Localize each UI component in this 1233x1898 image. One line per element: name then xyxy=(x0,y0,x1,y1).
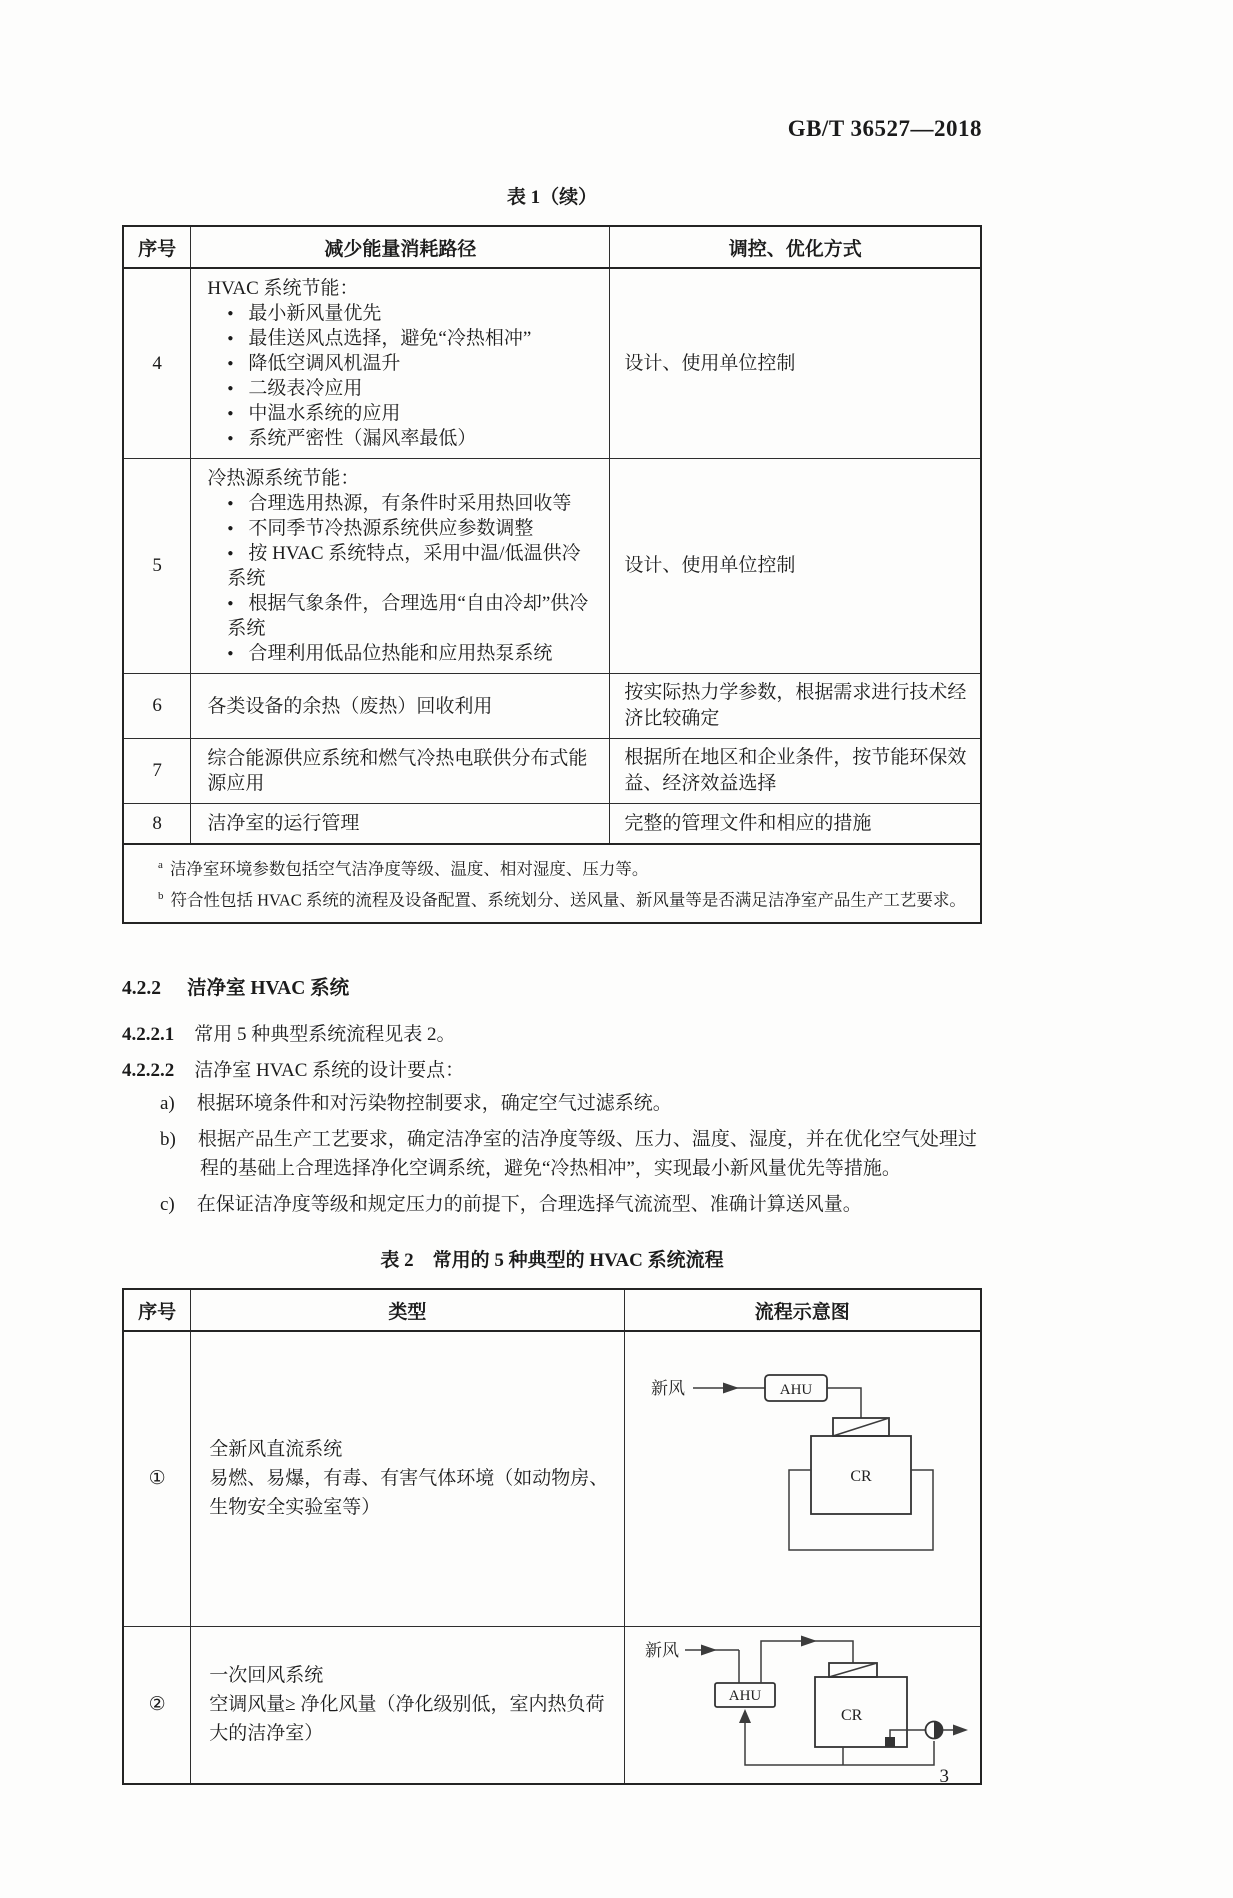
system-type-desc: 易燃、易爆，有毒、有害气体环境（如动物房、生物安全实验室等） xyxy=(209,1468,609,1519)
row-no: 6 xyxy=(123,674,191,739)
path-bullet-item: ● 最佳送风点选择，避免“冷热相冲” xyxy=(227,326,599,351)
path-bullet-item: ● 中温水系统的应用 xyxy=(227,401,599,426)
row-path xyxy=(191,268,610,459)
row-path xyxy=(191,459,610,674)
row-control: 按实际热力学参数，根据需求进行技术经济比较确定 xyxy=(610,674,981,739)
table2-title: 表 2 常用的 5 种典型的 HVAC 系统流程 xyxy=(380,1250,724,1271)
page-number: 3 xyxy=(939,1766,949,1787)
path-bullet-item: ● 最小新风量优先 xyxy=(227,301,599,326)
footnote-b xyxy=(158,883,966,914)
return-arrow-icon xyxy=(739,1709,751,1723)
row-no: ② xyxy=(123,1626,191,1784)
footnote-a xyxy=(158,852,966,883)
table2 xyxy=(122,1288,982,1785)
row-no: ① xyxy=(123,1331,191,1626)
path-bullet-item: ● 降低空调风机温升 xyxy=(227,351,599,376)
path-bullet-item: ● 合理选用热源，有条件时采用热回收等 xyxy=(227,491,599,516)
exhaust-arrow-icon xyxy=(953,1724,968,1735)
table2-col-no: 序号 xyxy=(123,1289,191,1331)
section-4-2-2-heading xyxy=(122,972,982,1000)
table1-header-row xyxy=(123,226,981,268)
path-bullet-item: ● 根据气象条件，合理选用“自由冷却”供冷系统 xyxy=(227,591,599,641)
design-point-b xyxy=(122,1125,982,1183)
footnote-marker: a xyxy=(158,859,163,871)
fresh-air-label: 新风 xyxy=(645,1640,680,1660)
table1-row-5 xyxy=(123,459,981,674)
hepa-filter-icon xyxy=(833,1418,889,1436)
table1-col-no: 序号 xyxy=(123,226,191,268)
section-title: 洁净室 HVAC 系统 xyxy=(187,978,350,999)
table1-title: 表 1（续） xyxy=(506,187,598,208)
row-path: 综合能源供应系统和燃气冷热电联供分布式能源应用 xyxy=(191,739,610,804)
path-bullet-item: ● 二级表冷应用 xyxy=(227,376,599,401)
footnote-text: 符合性包括 HVAC 系统的流程及设备配置、系统划分、送风量、新风量等是否满足洁净室产品生产工艺要求。 xyxy=(170,890,966,909)
ahu-label: AHU xyxy=(780,1381,813,1398)
table2-col-type: 类型 xyxy=(191,1289,624,1331)
path-bullet-item: ● 不同季节冷热源系统供应参数调整 xyxy=(227,516,599,541)
footnote-text: 洁净室环境参数包括空气洁净度等级、温度、相对湿度、压力等。 xyxy=(169,859,649,879)
section-4-2-2-1 xyxy=(122,1019,982,1046)
primary-return-air-diagram xyxy=(635,1627,969,1777)
table1 xyxy=(122,225,982,924)
table2-col-diagram: 流程示意图 xyxy=(624,1289,981,1331)
cr-label: CR xyxy=(850,1467,872,1485)
design-point-a xyxy=(122,1089,982,1118)
table2-row-1 xyxy=(123,1331,981,1626)
table1-footnotes-cell xyxy=(123,844,981,923)
path-bullet-list xyxy=(227,301,599,451)
section-number: 4.2.2 xyxy=(122,978,161,999)
table1-footnotes-row xyxy=(123,844,981,923)
ahu-label: AHU xyxy=(729,1687,762,1704)
page-content xyxy=(122,182,982,1785)
row-type xyxy=(191,1626,624,1784)
row-control: 设计、使用单位控制 xyxy=(610,459,981,674)
standard-code: GB/T 36527—2018 xyxy=(787,116,982,141)
path-bullet-list xyxy=(227,491,599,666)
section-number: 4.2.2.1 xyxy=(122,1024,175,1045)
damper-icon xyxy=(885,1737,895,1747)
flow-arrow-icon xyxy=(701,1644,717,1655)
row-no: 7 xyxy=(123,739,191,804)
table1-row-4 xyxy=(123,268,981,459)
design-point-c xyxy=(122,1190,982,1219)
flow-arrow-icon xyxy=(723,1382,739,1393)
row-type xyxy=(191,1331,624,1626)
flow-arrow-icon xyxy=(801,1635,817,1646)
path-title: 冷热源系统节能： xyxy=(207,468,360,489)
point-text: 根据产品生产工艺要求，确定洁净室的洁净度等级、压力、温度、湿度，并在优化空气处理过程的基础上合理选择净化空调系统，避免“冷热相冲”，实现最小新风量优先等措施。 xyxy=(197,1129,977,1179)
point-text: 根据环境条件和对污染物控制要求，确定空气过滤系统。 xyxy=(196,1093,672,1114)
section-number: 4.2.2.2 xyxy=(122,1060,175,1081)
row-control: 设计、使用单位控制 xyxy=(610,268,981,459)
table1-row-7 xyxy=(123,739,981,804)
row-control: 根据所在地区和企业条件，按节能环保效益、经济效益选择 xyxy=(610,739,981,804)
return-duct-line xyxy=(745,1711,934,1765)
path-bullet-item: ● 按 HVAC 系统特点，采用中温/低温供冷系统 xyxy=(227,541,599,591)
point-text: 在保证洁净度等级和规定压力的前提下，合理选择气流流型、准确计算送风量。 xyxy=(196,1194,862,1215)
system-type-desc: 空调风量≥ 净化风量（净化级别低，室内热负荷大的洁净室） xyxy=(209,1694,605,1744)
section-text: 洁净室 HVAC 系统的设计要点： xyxy=(194,1060,465,1081)
fresh-air-label: 新风 xyxy=(651,1378,686,1398)
point-marker: c) xyxy=(160,1194,175,1215)
footnote-marker: b xyxy=(158,889,164,902)
table1-col-path: 减少能量消耗路径 xyxy=(191,226,610,268)
system-type-title: 一次回风系统 xyxy=(209,1665,324,1686)
section-text: 常用 5 种典型系统流程见表 2。 xyxy=(194,1024,456,1045)
fan-icon xyxy=(926,1721,943,1738)
row-control: 完整的管理文件和相应的措施 xyxy=(610,804,981,845)
row-no: 4 xyxy=(123,268,191,459)
flow-diagram-2 xyxy=(624,1626,981,1784)
duct-line xyxy=(827,1388,861,1418)
system-type-title: 全新风直流系统 xyxy=(209,1439,343,1461)
row-no: 5 xyxy=(123,459,191,674)
row-no: 8 xyxy=(123,804,191,845)
section-4-2-2-2 xyxy=(122,1055,982,1082)
table1-row-6 xyxy=(123,674,981,739)
table2-header-row xyxy=(123,1289,981,1331)
cr-label: CR xyxy=(841,1706,863,1724)
path-bullet-item: ● 合理利用低品位热能和应用热泵系统 xyxy=(227,641,599,666)
path-title: HVAC 系统节能： xyxy=(207,278,359,299)
table1-row-8 xyxy=(123,804,981,845)
row-path: 各类设备的余热（废热）回收利用 xyxy=(191,674,610,739)
point-marker: a) xyxy=(160,1093,175,1114)
point-marker: b) xyxy=(160,1129,176,1150)
flow-diagram-1 xyxy=(624,1331,981,1626)
table2-row-2 xyxy=(123,1626,981,1784)
table1-col-control: 调控、优化方式 xyxy=(610,226,981,268)
row-path: 洁净室的运行管理 xyxy=(191,804,610,845)
path-bullet-item: ● 系统严密性（漏风率最低） xyxy=(227,426,599,451)
hepa-filter-icon xyxy=(829,1663,877,1677)
full-fresh-air-diagram xyxy=(637,1356,967,1596)
document-page xyxy=(0,116,1233,1898)
